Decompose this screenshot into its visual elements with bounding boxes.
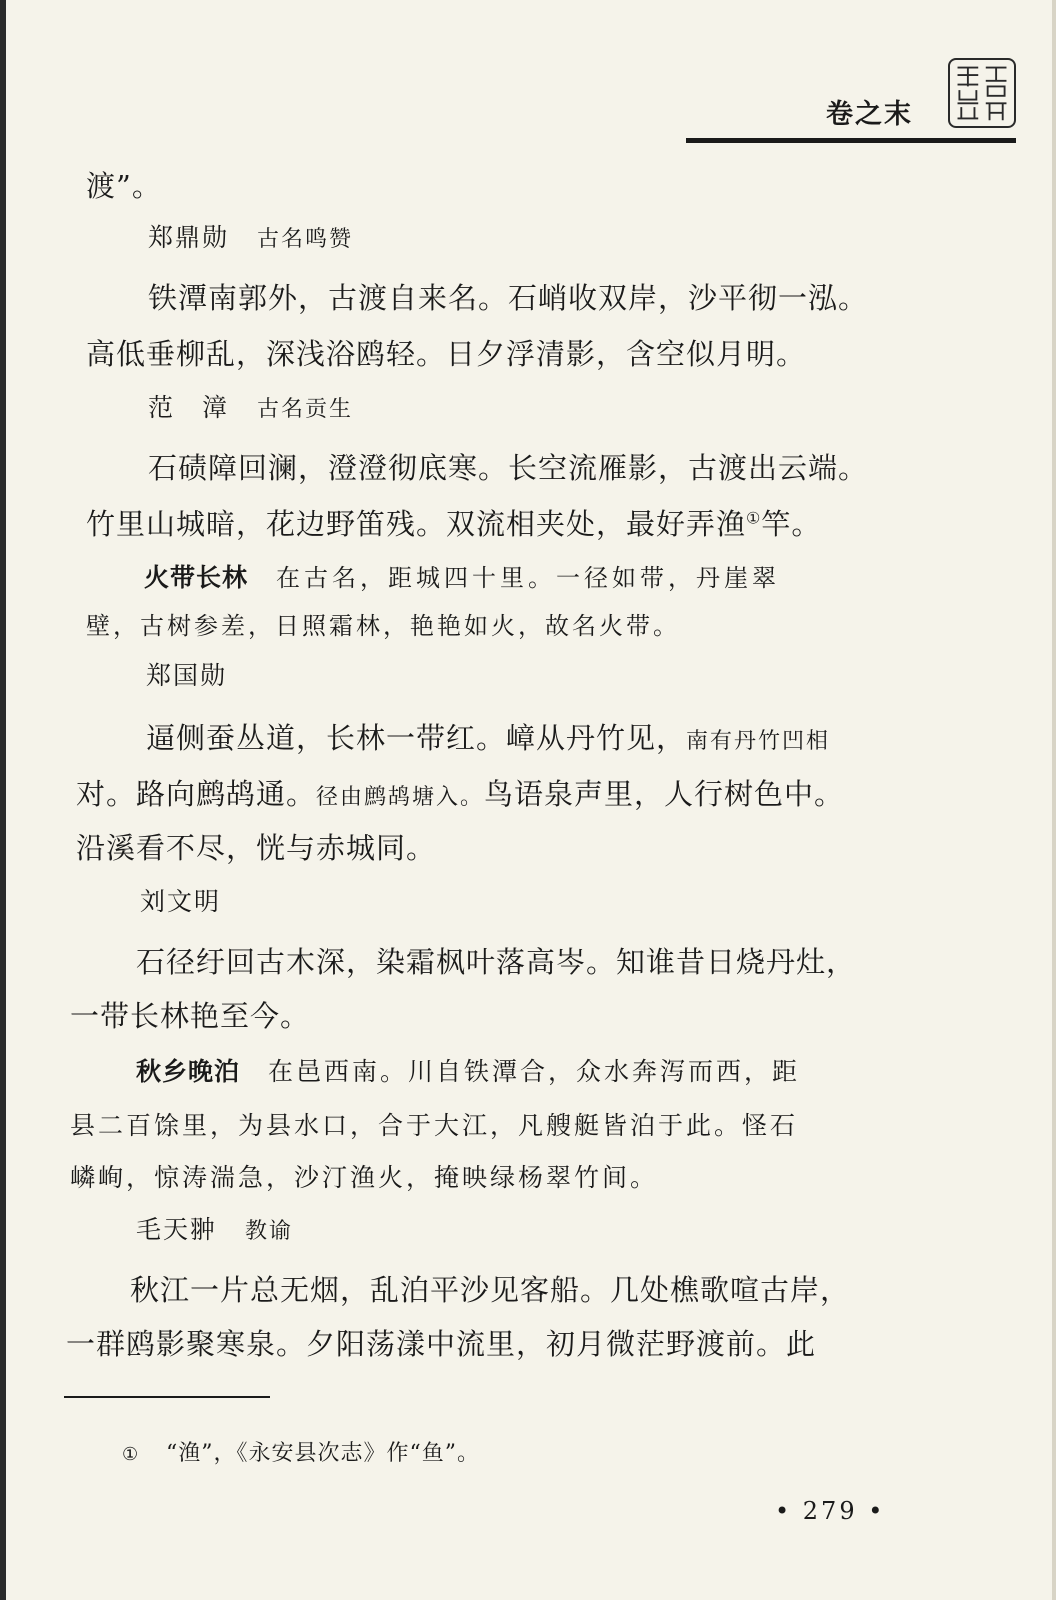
text-line xyxy=(146,716,830,757)
poem-author xyxy=(148,388,353,424)
page-edge-right xyxy=(1052,0,1056,1600)
text-line: 一群鸥影聚寒泉。夕阳荡漾中流里，初月微茫野渡前。此 xyxy=(66,1327,817,1361)
author-name: 刘文明 xyxy=(140,887,222,916)
author-name: 范 漳 xyxy=(148,393,230,422)
inline-note: 径由鹧鸪塘入。 xyxy=(316,785,485,810)
entry-description: 在古名，距城四十里。一径如带，丹崖翠 xyxy=(276,564,781,592)
page-number: • 279 • xyxy=(775,1497,886,1525)
text-line: 嶙峋，惊涛湍急，沙汀渔火，掩映绿杨翠竹间。 xyxy=(70,1163,659,1192)
text-line: 沿溪看不尽，恍与赤城同。 xyxy=(76,831,437,865)
scenic-entry-heading xyxy=(136,1052,800,1088)
text-line xyxy=(86,502,821,543)
footnote-mark: ① xyxy=(122,1444,140,1465)
scenic-entry-heading xyxy=(144,558,780,594)
inline-note: 南有丹竹凹相 xyxy=(686,729,831,754)
author-note: 古名鸣赞 xyxy=(257,227,354,252)
author-note: 教谕 xyxy=(245,1219,294,1244)
footnote xyxy=(122,1436,480,1467)
text-line: 一带长林艳至今。 xyxy=(70,999,311,1033)
text-span: 竹里山城暗，花边野笛残。双流相夹处，最好弄渔 xyxy=(86,507,747,541)
author-note: 古名贡生 xyxy=(257,397,354,422)
text-span: 对。 xyxy=(76,777,137,811)
text-line xyxy=(76,772,844,813)
text-line: 高低垂柳乱，深浅浴鸥轻。日夕浮清影，含空似月明。 xyxy=(86,337,807,371)
header-rule xyxy=(686,138,1016,143)
page-edge-left xyxy=(0,0,6,1600)
text-line: 石径纡回古木深，染霜枫叶落高岑。知谁昔日烧丹灶， xyxy=(136,945,857,979)
seal-glyph-icon xyxy=(950,60,1014,126)
text-line: 县二百馀里，为县水口，合于大江，凡艘艇皆泊于此。怪石 xyxy=(70,1111,799,1140)
author-name: 郑鼎勋 xyxy=(148,223,230,252)
text-line: 石碛障回澜，澄澄彻底寒。长空流雁影，古渡出云端。 xyxy=(148,451,869,485)
text-line: 秋江一片总无烟，乱泊平沙见客船。几处樵歌喧古岸， xyxy=(130,1273,851,1307)
text-span: 逼侧蚕丛道，长林一带红。嶂从丹竹见， xyxy=(146,721,687,755)
text-span: 路向鹧鸪通。 xyxy=(136,777,317,811)
poem-author xyxy=(148,218,353,254)
footnote-text: “渔”，《永安县次志》作“鱼”。 xyxy=(166,1441,480,1466)
text-line: 壁，古树参差，日照霜林，艳艳如火，故名火带。 xyxy=(86,612,680,640)
entry-description: 在邑西南。川自铁潭合，众水奔泻而西，距 xyxy=(268,1057,801,1086)
author-name: 郑国勋 xyxy=(146,661,228,690)
text-span: 竿。 xyxy=(761,507,822,541)
entry-title: 火带长林 xyxy=(144,563,249,592)
author-name: 毛天翀 xyxy=(136,1215,218,1244)
footnote-rule xyxy=(64,1396,270,1398)
text-line: 渡”。 xyxy=(86,169,162,203)
entry-title: 秋乡晚泊 xyxy=(136,1057,241,1086)
footnote-ref: ① xyxy=(746,508,762,528)
seal-stamp-logo xyxy=(948,58,1016,128)
text-line: 铁潭南郭外，古渡自来名。石峭收双岸，沙平彻一泓。 xyxy=(148,281,869,315)
poem-author xyxy=(136,1210,293,1246)
running-header: 卷之末 xyxy=(826,99,913,130)
text-span: 鸟语泉声里，人行树色中。 xyxy=(484,777,845,811)
